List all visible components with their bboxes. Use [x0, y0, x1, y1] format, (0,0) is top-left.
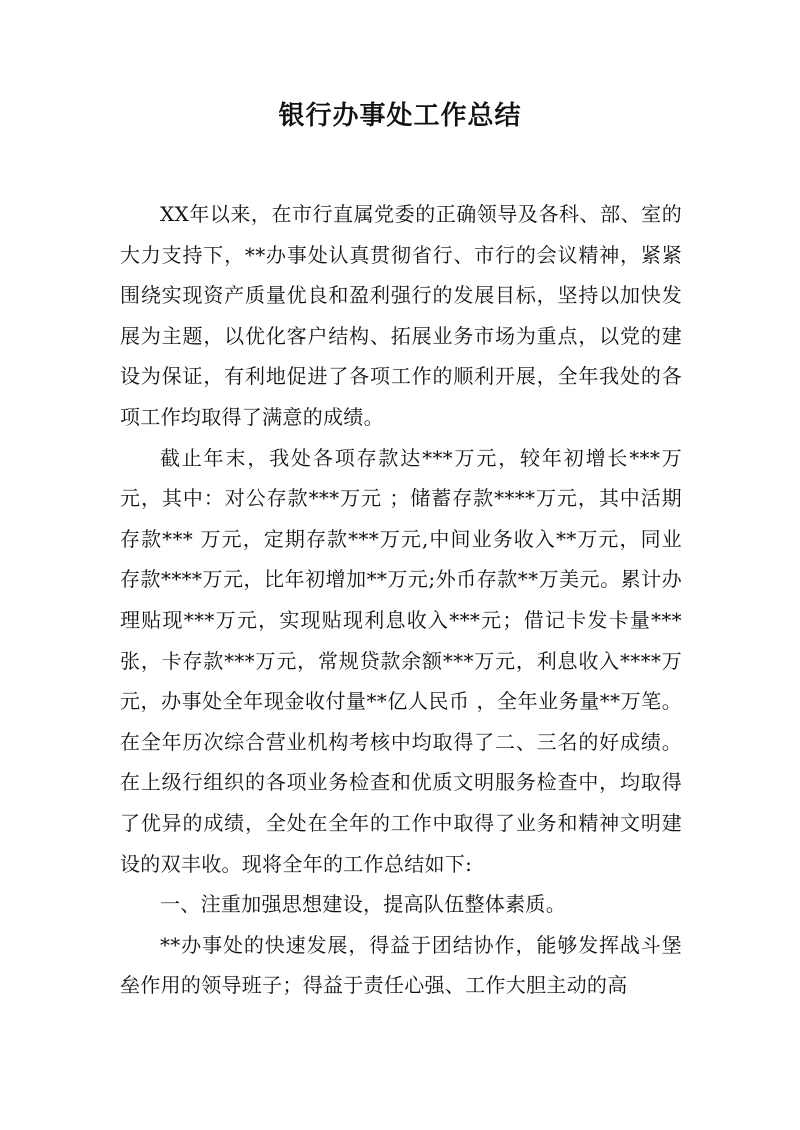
document-body [120, 194, 682, 1006]
paragraph-section-1: **办事处的快速发展，得益于团结协作，能够发挥战斗堡垒作用的领导班子；得益于责任心强、工作大胆主动的高 [120, 932, 682, 998]
paragraph-intro: XX年以来，在市行直属党委的正确领导及各科、部、室的大力支持下，**办事处认真贯彻省行、市行的会议精神，紧紧围绕实现资产质量优良和盈利强行的发展目标，坚持以加快发展为主题，以优化客户结构、拓展业务市场为重点，以党的建设为保证，有利地促进了各项工作的顺利开展，全年我处的各项工作均取得了满意的成绩。 [120, 202, 682, 429]
document-title: 银行办事处工作总结 [278, 101, 522, 131]
section-heading: 一、注重加强思想建设，提高队伍整体素质。 [160, 892, 566, 917]
paragraph-figures: 截止年末，我处各项存款达***万元，较年初增长***万元，其中：对公存款***万元 ；储蓄存款****万元，其中活期存款*** 万元，定期存款***万元,中间业务收入**万元，同业存款****万元，比年初增加**万元;外币存款**万美元。累计办理贴现***万元，实现贴现利息收入***元；借记卡发卡量*** 张，卡存款***万元，常规贷款余额***万元，利息收入****万元，办事处全年现金收付量**亿人民币 ，全年业务量**万笔。在全年历次综合营业机构考核中均取得了二、三名的好成绩。在上级行组织的各项业务检查和优质文明服务检查中，均取得了优异的成绩，全处在全年的工作中取得了业务和精神文明建设的双丰收。现将全年的工作总结如下: [120, 445, 682, 876]
